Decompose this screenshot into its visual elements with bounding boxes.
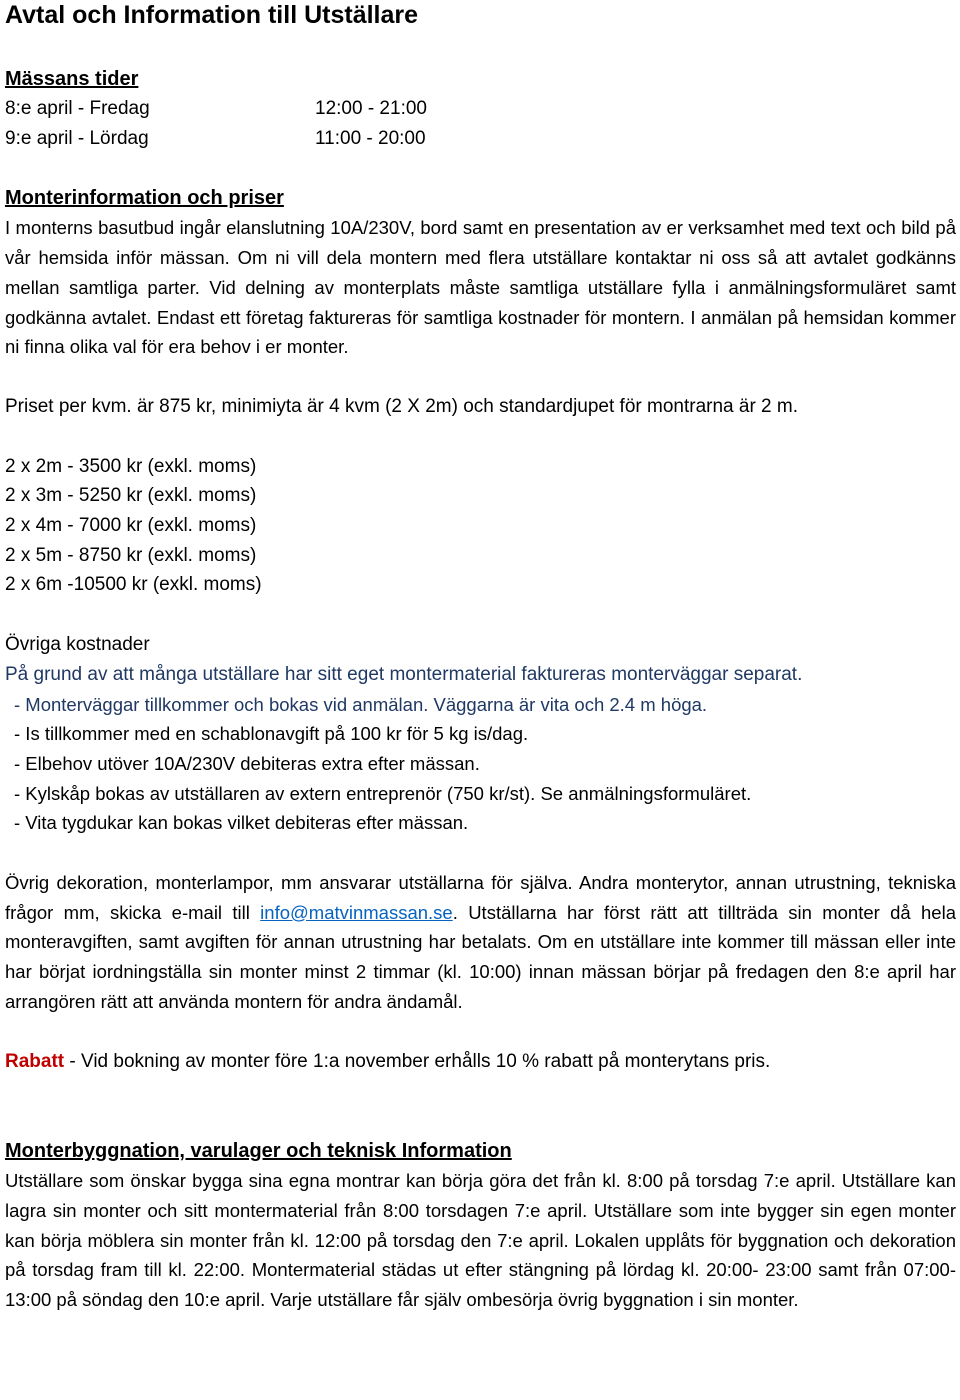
price-list-item: 2 x 6m -10500 kr (exkl. moms) (5, 574, 262, 596)
decoration-text-after: . Utställarna har först rätt att tillträda sin monter då hela monteravgiften, samt avgiften för annan utrustning har betalats. Om en utställare inte kommer till mässan eller inte har börjat iordningställa sin monter minst 2 timmar (kl. 10:00) innan mässan börjar på fredagen den 8:e april har arrangören rätt att använda montern för andra ändamål. (5, 901, 956, 1012)
cost-list-item: - Is tillkommer med en schablonavgift på 100 kr för 5 kg is/dag. (14, 723, 529, 745)
decoration-text-before: Övrig dekoration, monterlampor, mm ansvarar utställarna för själva. Andra monterytor, annan utrustning, tekniska frågor mm, skicka e-mail till (5, 872, 956, 923)
time-row-hours: 11:00 - 20:00 (315, 127, 426, 149)
other-costs-intro: På grund av att många utställare har sitt eget montermaterial faktureras monterväggar separat. (5, 663, 803, 685)
time-row (5, 94, 956, 124)
time-row (5, 124, 956, 154)
time-row-day: 9:e april - Lördag (5, 127, 149, 149)
cost-list-item: - Vita tygdukar kan bokas vilket debiteras efter mässan. (14, 812, 469, 834)
discount-label: Rabatt (5, 1050, 65, 1072)
page-title: Avtal och Information till Utställare (5, 1, 419, 29)
decoration-paragraph (5, 868, 956, 1017)
time-row-day: 8:e april - Fredag (5, 98, 150, 119)
cost-list-item: - Elbehov utöver 10A/230V debiteras extra efter mässan. (14, 752, 480, 774)
cost-list-item: - Kylskåp bokas av utställaren av extern entreprenör (750 kr/st). Se anmälningsformuläret. (14, 782, 752, 804)
booth-info-heading: Monterinformation och priser (5, 187, 284, 210)
time-row-hours: 12:00 - 21:00 (315, 98, 427, 119)
price-list-item: 2 x 3m - 5250 kr (exkl. moms) (5, 485, 257, 507)
construction-heading: Monterbyggnation, varulager och teknisk Information (5, 1140, 512, 1163)
price-list-item: 2 x 2m - 3500 kr (exkl. moms) (5, 455, 257, 477)
discount-line (5, 1047, 956, 1077)
fair-times-heading: Mässans tider (5, 68, 139, 90)
construction-paragraph: Utställare som önskar bygga sina egna montrar kan börja göra det från kl. 8:00 på torsdag 7:e april. Utställare kan lagra sin monter och sitt montermaterial från 8:00 torsdagen 7:e april. Utställare som inte bygger sin egen monter kan börja möblera sin monter från kl. 12:00 på torsdag den 7:e april. Lokalen upplåts för byggnation och dekoration på torsdag fram till kl. 22:00. Montermaterial städas ut efter stängning på lördag kl. 20:00- 23:00 samt från 07:00-13:00 på söndag den 10:e april. Varje utställare får själv ombesörja övrig byggnation i sin monter. (5, 1170, 956, 1311)
price-list-item: 2 x 5m - 8750 kr (exkl. moms) (5, 544, 257, 566)
other-costs-heading: Övriga kostnader (5, 634, 150, 656)
email-link[interactable]: info@matvinmassan.se (260, 901, 453, 923)
booth-info-paragraph: I monterns basutbud ingår elanslutning 10A/230V, bord samt en presentation av er verksamhet med text och bild på vår hemsida inför mässan. Om ni vill dela montern med flera utställare kontaktar ni oss så att avtalet godkänns mellan samtliga parter. Vid delning av monterplats måste samtliga utställare fylla i anmälningsformuläret samt godkänna avtalet. Endast ett företag faktureras för samtliga kostnader för montern. I anmälan på hemsidan kommer ni finna olika val för era behov i er monter. (5, 217, 956, 358)
price-per-sqm: Priset per kvm. är 875 kr, minimiyta är 4 kvm (2 X 2m) och standardjupet för montrarna är 2 m. (5, 395, 798, 417)
discount-text: - Vid bokning av monter före 1:a november erhålls 10 % rabatt på monterytans pris. (64, 1050, 771, 1072)
cost-list-item: - Monterväggar tillkommer och bokas vid anmälan. Väggarna är vita och 2.4 m höga. (14, 693, 708, 715)
price-list-item: 2 x 4m - 7000 kr (exkl. moms) (5, 515, 257, 537)
